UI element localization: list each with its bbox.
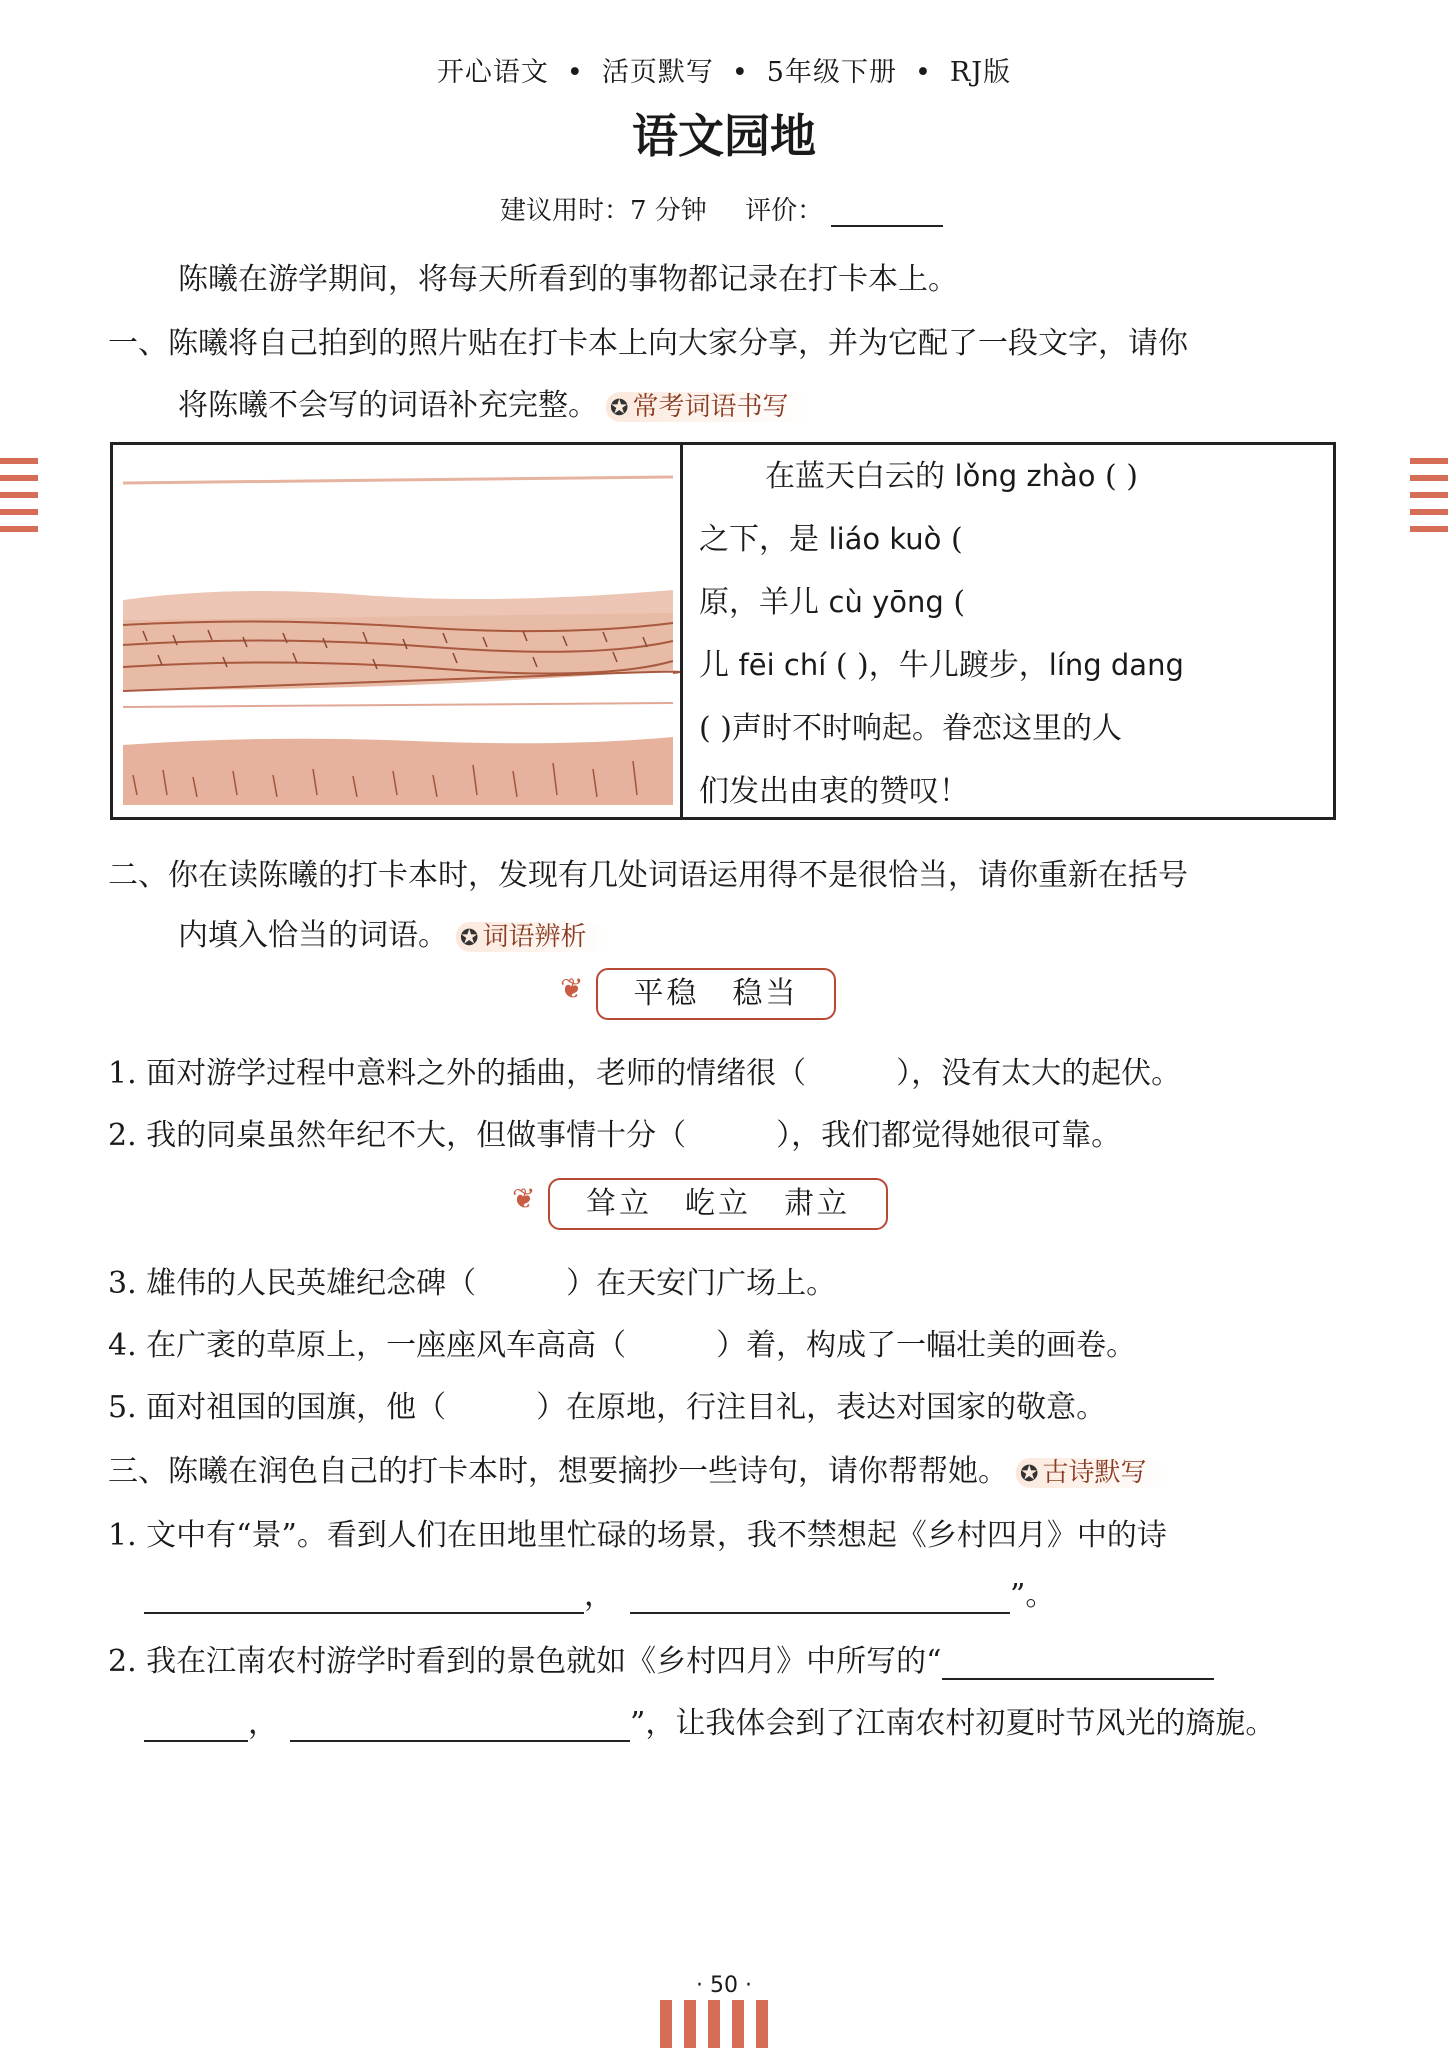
header-series: 活页默写 xyxy=(601,57,714,88)
tag-vocab-writing xyxy=(606,392,810,422)
star-icon: ✪ xyxy=(1020,1462,1039,1487)
question-2-3: 3. 雄伟的人民英雄纪念碑（ ）在天安门广场上。 xyxy=(108,1266,837,1301)
tag-poem-dictation xyxy=(1016,1458,1168,1488)
pinyin-cuyong: cù yōng xyxy=(828,585,944,619)
passage-line-5: ( )声时不时响起。眷恋这里的人 xyxy=(699,711,1122,746)
blank-cuyong[interactable]: ( xyxy=(953,585,966,620)
blank-longzhao[interactable]: ( ) xyxy=(1105,459,1138,494)
star-icon: ✪ xyxy=(460,926,479,951)
header-book: 开心语文 xyxy=(436,57,549,88)
question-2-4: 4. 在广袤的草原上，一座座风车高高（ ）着，构成了一幅壮美的画卷。 xyxy=(108,1328,1137,1363)
blank-feichi[interactable]: ( )，牛儿踱步， xyxy=(835,648,1049,683)
grassland-photo xyxy=(113,445,683,817)
left-stripes xyxy=(0,458,38,543)
passage-line-2 xyxy=(699,508,1329,571)
tag-vocab-writing-label: 常考词语书写 xyxy=(632,392,789,422)
leaf-icon: ❦ xyxy=(512,1182,536,1215)
passage-text-3a: 原，羊儿 xyxy=(699,585,819,620)
quote-end: ”。 xyxy=(1010,1578,1056,1613)
passage-text xyxy=(699,445,1329,823)
passage-line-6: 们发出由衷的赞叹！ xyxy=(699,774,969,809)
eval-label: 评价： xyxy=(745,196,824,226)
grassland-illustration xyxy=(113,445,680,817)
book-header: 开心语文 • 活页默写 • 5年级下册 • RJ版 xyxy=(436,57,1012,88)
passage-line-1 xyxy=(699,445,1329,508)
section1-instruction: 将陈曦不会写的词语补充完整。 xyxy=(178,388,598,423)
tag-word-discrimination-label: 词语辨析 xyxy=(482,922,587,952)
pinyin-longzhao: lǒng zhào xyxy=(954,459,1096,493)
section1-heading-line2 xyxy=(178,380,810,424)
blank-liaokuo[interactable]: ( xyxy=(950,522,963,557)
section2-heading-line1: 二、你在读陈曦的打卡本时，发现有几处词语运用得不是很恰当，请你重新在括号 xyxy=(108,858,1188,893)
page-number: · 50 · xyxy=(696,1973,752,1998)
time-label: 建议用时：7 分钟 xyxy=(500,196,707,226)
section3-heading xyxy=(108,1446,1168,1490)
header-grade: 5年级下册 xyxy=(766,57,897,88)
photo-passage-box xyxy=(110,442,1336,820)
section1-heading-line1: 一、陈曦将自己拍到的照片贴在打卡本上向大家分享，并为它配了一段文字，请你 xyxy=(108,326,1188,361)
tag-word-discrimination xyxy=(456,922,608,952)
question-2-5: 5. 面对祖国的国旗，他（ ）在原地，行注目礼，表达对国家的敬意。 xyxy=(108,1390,1107,1425)
poem-blank-2[interactable] xyxy=(630,1582,1010,1614)
page-title: 语文园地 xyxy=(632,109,816,163)
eval-blank[interactable] xyxy=(831,199,943,227)
passage-text-4a: 儿 xyxy=(699,648,729,683)
bottom-stripes xyxy=(660,2000,780,2052)
pinyin-liaokuo: liáo kuò xyxy=(828,522,942,556)
poem-blank-5[interactable] xyxy=(290,1710,630,1742)
passage-text-2a: 之下，是 xyxy=(699,522,819,557)
right-stripes xyxy=(1410,458,1448,543)
poem-blank-1[interactable] xyxy=(144,1582,584,1614)
time-eval-line xyxy=(500,190,943,227)
word-choice-box-1: 平稳 稳当 xyxy=(596,968,836,1020)
section3-instruction: 三、陈曦在润色自己的打卡本时，想要摘抄一些诗句，请你帮帮她。 xyxy=(108,1454,1008,1489)
passage-text-1a: 在蓝天白云的 xyxy=(765,459,945,494)
poem-blank-4[interactable] xyxy=(144,1710,248,1742)
pinyin-feichi: fēi chí xyxy=(738,648,827,682)
section2-instruction: 内填入恰当的词语。 xyxy=(178,918,448,953)
question-3-2-blanks xyxy=(144,1698,1275,1742)
comma: ， xyxy=(584,1578,614,1613)
question-3-2 xyxy=(108,1636,1214,1680)
comma: ， xyxy=(248,1706,278,1741)
question-2-2: 2. 我的同桌虽然年纪不大，但做事情十分（ ），我们都觉得她很可靠。 xyxy=(108,1118,1122,1153)
leaf-icon: ❦ xyxy=(560,972,584,1005)
intro-text: 陈曦在游学期间，将每天所看到的事物都记录在打卡本上。 xyxy=(178,262,958,297)
question-3-2-text: 2. 我在江南农村游学时看到的景色就如《乡村四月》中所写的“ xyxy=(108,1644,942,1679)
section2-heading-line2 xyxy=(178,910,608,954)
passage-line-3 xyxy=(699,571,1329,634)
pinyin-lingdang: líng dang xyxy=(1048,648,1184,682)
question-2-1: 1. 面对游学过程中意料之外的插曲，老师的情绪很（ ），没有太大的起伏。 xyxy=(108,1056,1182,1091)
star-icon: ✪ xyxy=(610,396,629,421)
tag-poem-dictation-label: 古诗默写 xyxy=(1042,1458,1147,1488)
word-choice-box-2: 耸立 屹立 肃立 xyxy=(548,1178,888,1230)
passage-line-4 xyxy=(699,634,1329,697)
header-edition: RJ版 xyxy=(949,57,1012,88)
question-3-1: 1. 文中有“景”。看到人们在田地里忙碌的场景，我不禁想起《乡村四月》中的诗 xyxy=(108,1518,1167,1553)
question-3-2-ending: ”，让我体会到了江南农村初夏时节风光的旖旎。 xyxy=(630,1706,1276,1741)
poem-blank-3[interactable] xyxy=(942,1648,1214,1680)
question-3-1-blanks xyxy=(144,1570,1055,1614)
